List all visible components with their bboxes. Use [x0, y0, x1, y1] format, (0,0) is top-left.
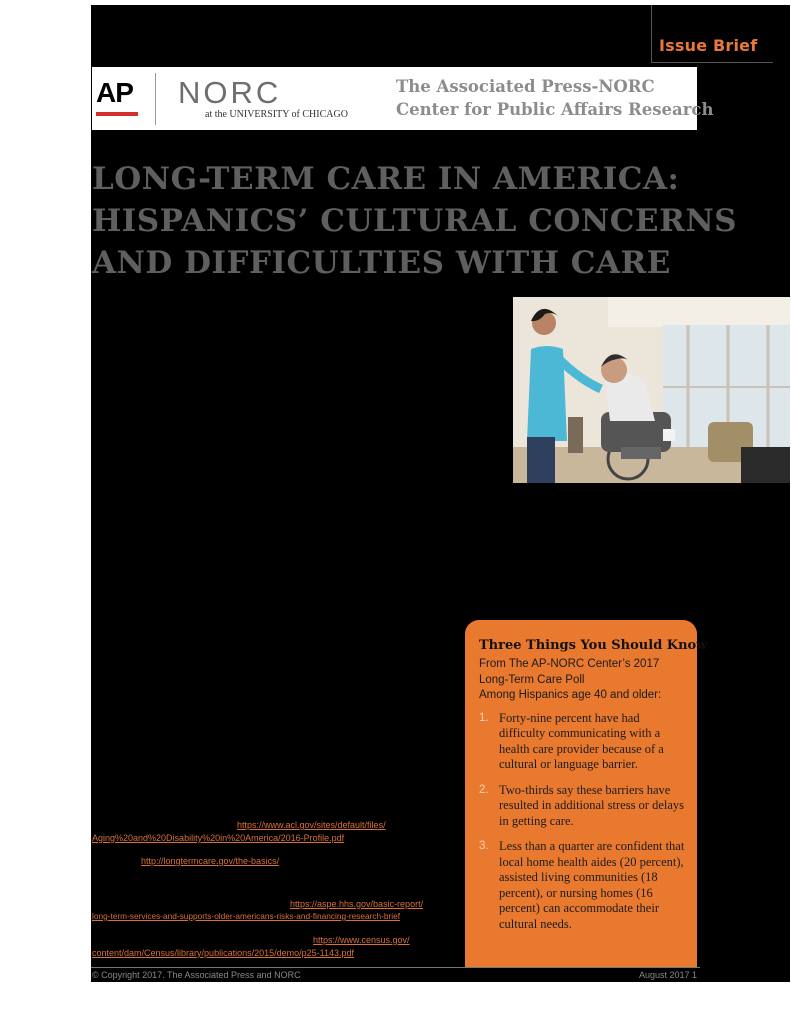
norc-logo: NORC	[178, 75, 282, 110]
key-finding-item	[479, 839, 685, 932]
sidebar-title: Three Things You Should Know	[479, 638, 708, 653]
center-name-line1: The Associated Press-NORC	[396, 77, 655, 96]
footer-copyright: © Copyright 2017. The Associated Press and NORC	[92, 970, 301, 980]
key-finding-item	[479, 783, 685, 830]
sidebar-source-line2: Long-Term Care Poll	[479, 673, 585, 686]
reference-link-longtermcare[interactable]: http://longtermcare.gov/the-basics/	[141, 856, 280, 866]
reference-link-acl-cont[interactable]: Aging%20and%20Disability%20in%20America/2016-Profile.pdf	[92, 833, 345, 843]
center-name	[396, 75, 714, 121]
page-title	[92, 158, 738, 284]
issue-brief-label: Issue Brief	[659, 36, 758, 55]
title-line3: AND DIFFICULTIES WITH CARE	[92, 245, 671, 281]
key-findings-list	[479, 711, 685, 933]
norc-logo-subtitle: at the UNIVERSITY of CHICAGO	[205, 109, 348, 120]
caregiver-photo	[513, 297, 790, 483]
reference-link-acl[interactable]: https://www.acl.gov/sites/default/files/	[237, 820, 386, 830]
logo-banner	[92, 67, 714, 130]
key-finding-number: 1.	[479, 711, 489, 724]
logo-divider	[155, 73, 156, 125]
footer-divider	[91, 967, 700, 968]
key-finding-text: Forty-nine percent have had difficulty communicating with a health care provider because of a cultural or language barrier.	[499, 710, 664, 771]
key-finding-item	[479, 711, 685, 773]
reference-link-aspe-cont[interactable]: long-term-services-and-supports-older-americans-risks-and-financing-research-brief	[92, 911, 401, 921]
caregiver-photo-illustration	[513, 297, 790, 483]
reference-link-aspe[interactable]: https://aspe.hhs.gov/basic-report/	[290, 899, 424, 909]
reference-link-census[interactable]: https://www.census.gov/	[313, 935, 410, 945]
key-finding-number: 3.	[479, 840, 489, 852]
ap-logo-underline	[96, 112, 138, 116]
ap-logo: AP	[96, 77, 133, 108]
sidebar-population: Among Hispanics age 40 and older:	[479, 689, 662, 701]
title-line2: HISPANICS’ CULTURAL CONCERNS	[92, 203, 738, 239]
sidebar-source-line1: From The AP-NORC Center’s 2017	[479, 658, 660, 670]
three-things-sidebar	[465, 620, 708, 967]
key-finding-text: Less than a quarter are confident that local home health aides (20 percent), assisted living communities (18 percent), or nursing homes (16 percent) can accommodate their cultural needs.	[499, 839, 685, 931]
key-finding-number: 2.	[479, 783, 489, 796]
footer-date-page: August 2017 1	[639, 970, 698, 980]
title-line1: LONG-TERM CARE IN AMERICA:	[92, 161, 680, 197]
key-finding-text: Two-thirds say these barriers have resulted in additional stress or delays in getting care.	[499, 782, 685, 828]
issue-brief-label-box	[651, 5, 773, 63]
center-name-line2: Center for Public Affairs Research	[396, 100, 714, 119]
reference-link-census-cont[interactable]: content/dam/Census/library/publications/2015/demo/p25-1143.pdf	[92, 948, 354, 958]
